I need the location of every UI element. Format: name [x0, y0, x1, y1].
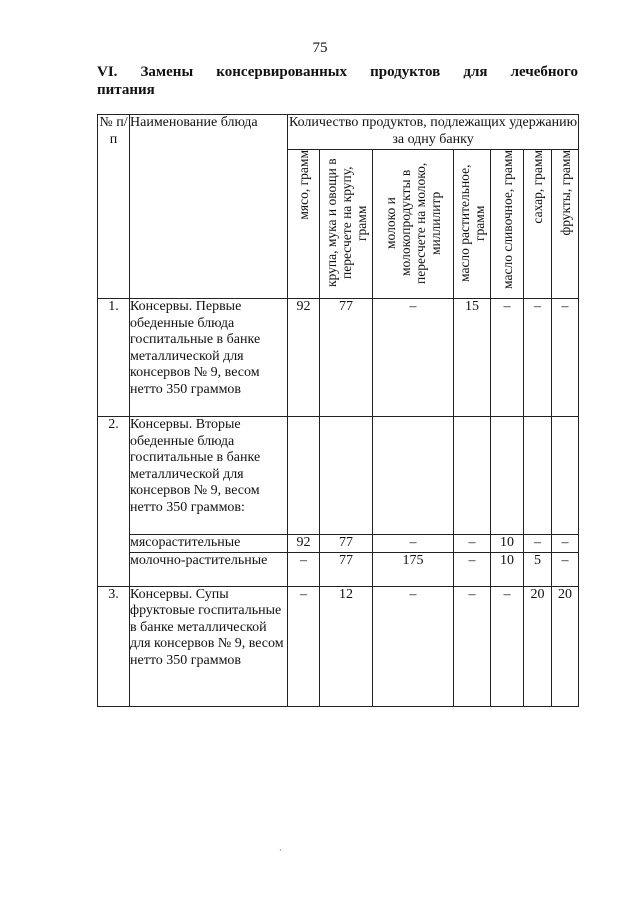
value-meat: –: [288, 586, 320, 706]
table-header-row-1: [98, 115, 579, 150]
dish-name: Консервы. Супы фруктовые госпитальные в банке металлической для консервов № 9, весом нетто 350 граммов: [130, 586, 288, 706]
header-fruit: фрукты, грамм: [552, 150, 579, 299]
value-vegetable-oil: [454, 417, 491, 535]
row-number: 1.: [98, 299, 130, 417]
value-fruit: –: [552, 552, 579, 586]
header-cereal: крупа, мука и овощи в пересчете на крупу, грамм: [320, 150, 373, 299]
value-sugar: 5: [524, 552, 552, 586]
row-number: 3.: [98, 586, 130, 706]
table-row: [98, 299, 579, 417]
header-meat: мясо, грамм: [288, 150, 320, 299]
value-fruit: –: [552, 299, 579, 417]
value-milk: –: [373, 586, 454, 706]
value-fruit: [552, 417, 579, 535]
value-meat: –: [288, 552, 320, 586]
value-milk: –: [373, 299, 454, 417]
value-vegetable-oil: –: [454, 535, 491, 553]
value-cereal: 77: [320, 535, 373, 553]
value-butter: 10: [491, 535, 524, 553]
value-sugar: [524, 417, 552, 535]
header-dish-name: Наименование блюда: [130, 115, 288, 299]
value-vegetable-oil: –: [454, 552, 491, 586]
dish-name: молочно-растительные: [130, 552, 288, 586]
value-butter: –: [491, 586, 524, 706]
value-cereal: 77: [320, 299, 373, 417]
header-butter: масло сливочное, грамм: [491, 150, 524, 299]
header-quantity-group: Количество продуктов, подлежащих удержанию за одну банку: [288, 115, 579, 150]
value-butter: 10: [491, 552, 524, 586]
value-cereal: [320, 417, 373, 535]
value-sugar: –: [524, 535, 552, 553]
value-fruit: –: [552, 535, 579, 553]
row-number: 2.: [98, 417, 130, 587]
table-row: [98, 552, 579, 586]
dish-name: мясорастительные: [130, 535, 288, 553]
value-fruit: 20: [552, 586, 579, 706]
value-sugar: –: [524, 299, 552, 417]
scan-speck: ·: [279, 846, 282, 855]
section-title: VI. Замены консервированных продуктов для лечебного: [97, 64, 578, 80]
value-cereal: 77: [320, 552, 373, 586]
value-meat: [288, 417, 320, 535]
value-meat: 92: [288, 299, 320, 417]
value-milk: 175: [373, 552, 454, 586]
value-meat: 92: [288, 535, 320, 553]
header-vegetable-oil: масло растительное, грамм: [454, 150, 491, 299]
value-sugar: 20: [524, 586, 552, 706]
header-milk: молоко и молокопродукты в пересчете на молоко, миллилитр: [373, 150, 454, 299]
section-title-continuation: питания: [97, 82, 155, 98]
dish-name: Консервы. Первые обеденные блюда госпитальные в банке металлической для консервов № 9, весом нетто 350 граммов: [130, 299, 288, 417]
table-row: [98, 535, 579, 553]
header-number: № п/п: [98, 115, 130, 299]
value-cereal: 12: [320, 586, 373, 706]
table-row: [98, 417, 579, 535]
page-number: 75: [312, 40, 328, 56]
dish-name: Консервы. Вторые обеденные блюда госпитальные в банке металлической для консервов № 9, весом нетто 350 граммов:: [130, 417, 288, 535]
substitution-table: [97, 114, 579, 707]
value-milk: [373, 417, 454, 535]
value-vegetable-oil: 15: [454, 299, 491, 417]
header-sugar: сахар, грамм: [524, 150, 552, 299]
value-butter: –: [491, 299, 524, 417]
value-butter: [491, 417, 524, 535]
table-row: [98, 586, 579, 706]
value-vegetable-oil: –: [454, 586, 491, 706]
value-milk: –: [373, 535, 454, 553]
